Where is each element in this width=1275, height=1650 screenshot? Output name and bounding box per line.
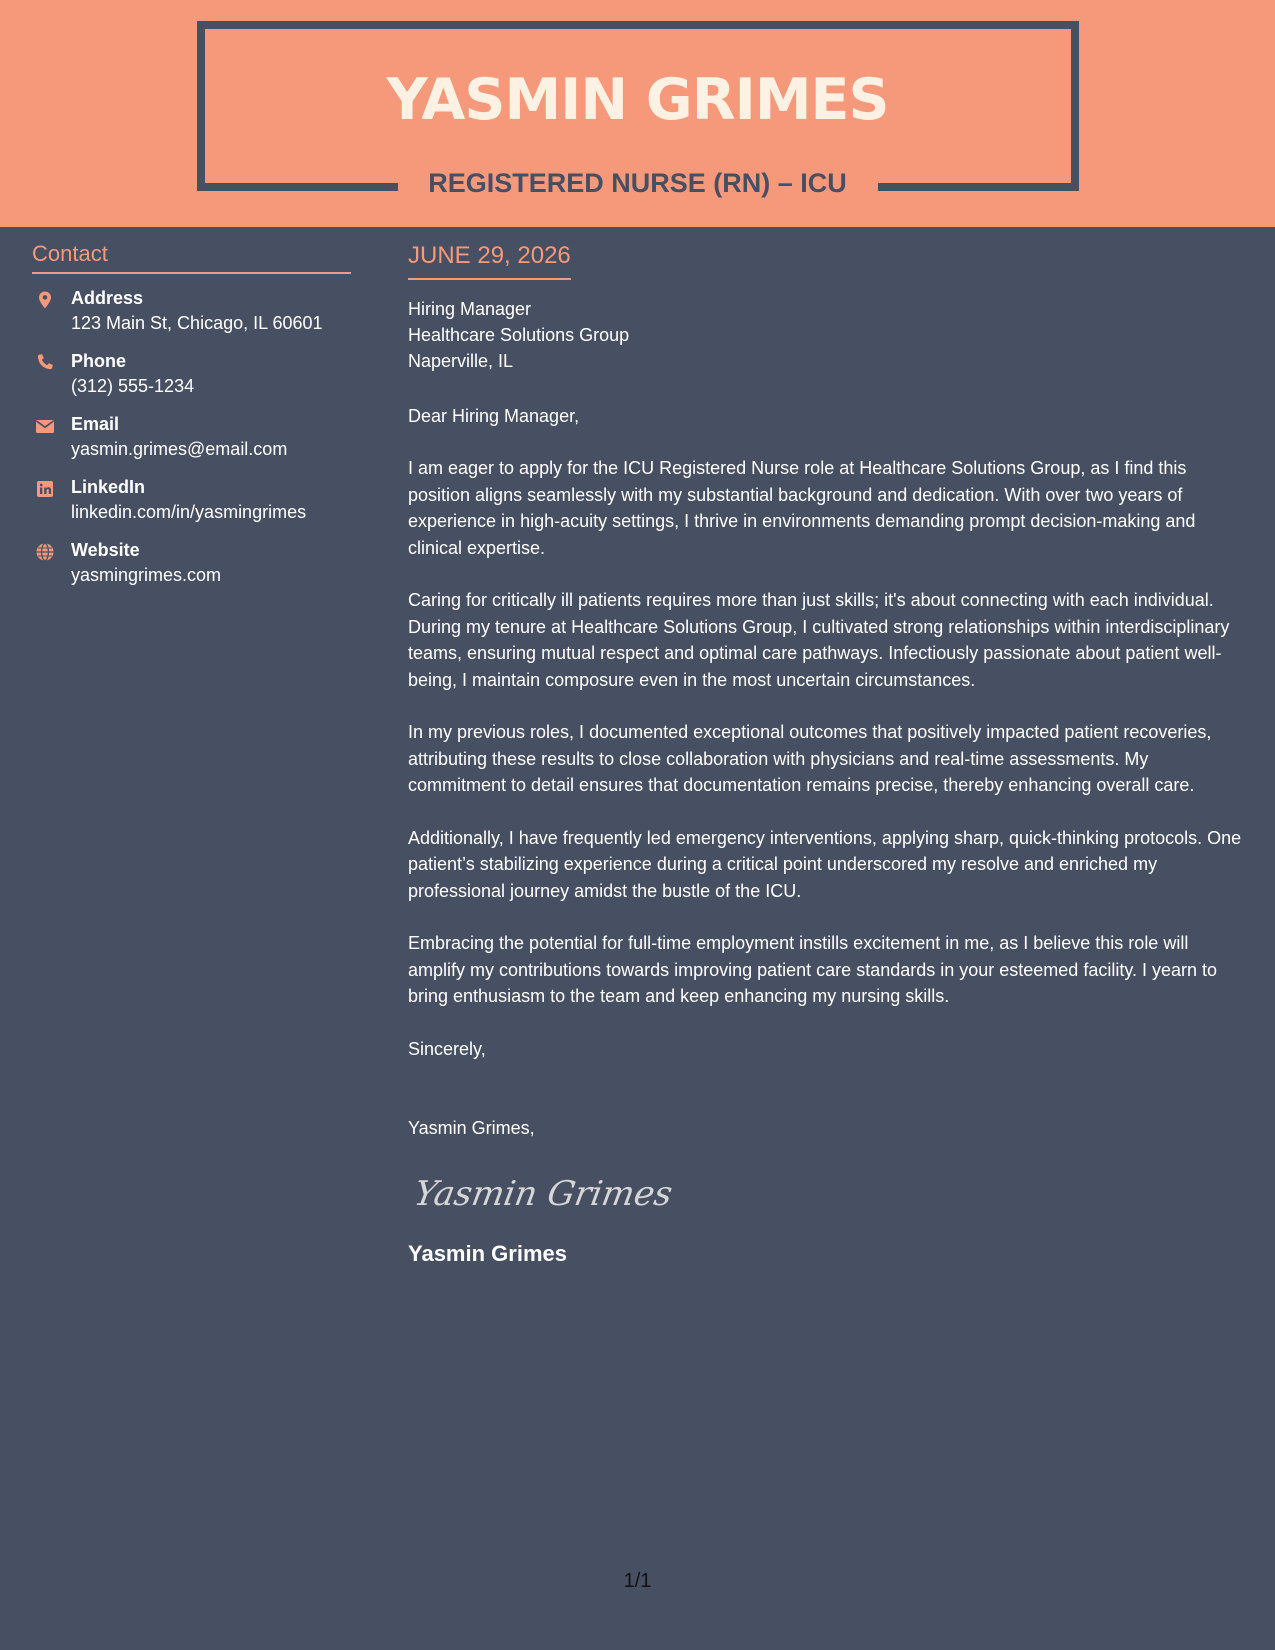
recipient-block (408, 296, 1248, 374)
recipient-line: Hiring Manager (408, 299, 532, 319)
letter-paragraph: Caring for critically ill patients requires more than just skills; it's about connecting with each individual. During my tenure at Healthcare Solutions Group, I cultivated strong relationships within interdisciplinary teams, ensuring mutual respect and optimal care pathways. Infectiously passionate about patient well-being, I maintain composure even in the most uncertain circumstances. (408, 590, 1230, 690)
contact-item-address (32, 286, 351, 336)
website-value[interactable]: yasmingrimes.com (71, 565, 222, 585)
letter-greeting: Dear Hiring Manager, (408, 406, 580, 426)
linkedin-icon (35, 479, 55, 499)
contact-item-phone (32, 349, 351, 399)
handwritten-signature (416, 1163, 676, 1223)
candidate-name: YASMIN GRIMES (386, 67, 889, 133)
letter-paragraph: In my previous roles, I documented exceptional outcomes that positively impacted patient recoveries, attributing these results to close collaboration with physicians and real-time assessments. My commitment to detail ensures that documentation remains precise, thereby enhancing overall care. (408, 722, 1212, 795)
contact-label: LinkedIn (71, 477, 146, 497)
job-title: REGISTERED NURSE (RN) – ICU (428, 168, 847, 198)
contact-sidebar (32, 240, 351, 601)
contact-item-email (32, 412, 351, 462)
contact-heading: Contact (32, 240, 351, 274)
contact-label: Email (71, 414, 120, 434)
contact-label: Phone (71, 351, 127, 371)
letter-paragraph: Embracing the potential for full-time employment instills excitement in me, as I believe this role will amplify my contributions towards improving patient care standards in your esteemed facility. I yearn to bring enthusiasm to the team and keep enhancing my nursing skills. (408, 933, 1218, 1006)
sign-off-name: Yasmin Grimes, (408, 1117, 535, 1138)
map-pin-icon (35, 290, 55, 310)
letter-date: JUNE 29, 2026 (408, 240, 571, 280)
letter-closing: Sincerely, (408, 1038, 486, 1059)
recipient-line: Healthcare Solutions Group (408, 325, 630, 345)
contact-item-website (32, 538, 351, 588)
linkedin-value[interactable]: linkedin.com/in/yasmingrimes (71, 502, 307, 522)
header-banner (0, 0, 1275, 227)
phone-value: (312) 555-1234 (71, 376, 195, 396)
envelope-icon (35, 416, 55, 436)
globe-icon (35, 542, 55, 562)
letter-body (408, 240, 1248, 1268)
recipient-line: Naperville, IL (408, 351, 514, 371)
phone-icon (35, 353, 55, 373)
contact-label: Address (71, 288, 144, 308)
signature-text: Yasmin Grimes (416, 1173, 676, 1214)
email-value[interactable]: yasmin.grimes@email.com (71, 439, 288, 459)
contact-item-linkedin (32, 475, 351, 525)
contact-label: Website (71, 540, 140, 560)
signer-name: Yasmin Grimes (408, 1240, 567, 1266)
letter-paragraph: I am eager to apply for the ICU Registered Nurse role at Healthcare Solutions Group, as I find this position aligns seamlessly with my substantial background and dedication. With over two years of experience in high-acuity settings, I thrive in environments demanding prompt decision-making and clinical expertise. (408, 458, 1196, 558)
letter-paragraph: Additionally, I have frequently led emergency interventions, applying sharp, quick-thinking protocols. One patient’s stabilizing experience during a critical point underscored my resolve and enriched my professional journey amidst the bustle of the ICU. (408, 827, 1242, 901)
page-number: 1/1 (623, 1570, 652, 1592)
address-value: 123 Main St, Chicago, IL 60601 (71, 313, 323, 333)
